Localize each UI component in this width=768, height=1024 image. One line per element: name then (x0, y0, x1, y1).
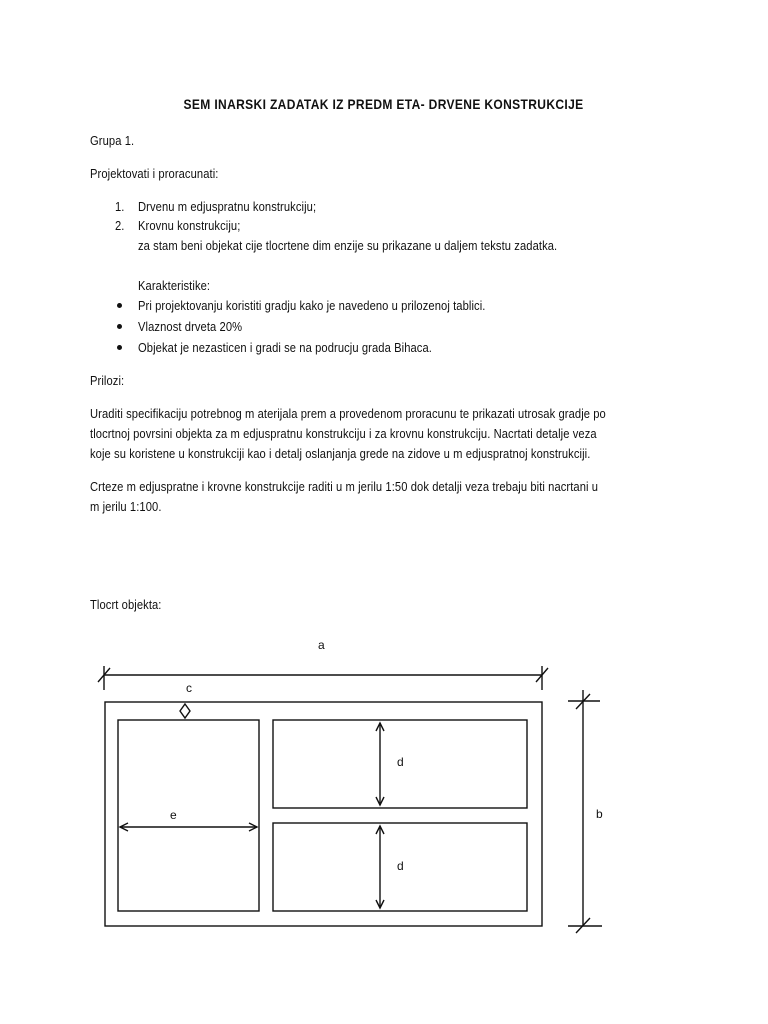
dimension-c-label: c (186, 681, 192, 695)
floorplan-heading: Tlocrt objekta: (90, 597, 162, 612)
task-number: 1. (115, 199, 125, 214)
characteristic-item: Objekat je nezasticen i gradi se na podrucju grada Bihaca. (138, 340, 432, 355)
dimension-b-label: b (596, 807, 603, 821)
paragraph-line: m jerilu 1:100. (90, 499, 162, 514)
task-note: za stam beni objekat cije tlocrtene dim enzije su prikazane u daljem tekstu zadatka. (138, 238, 558, 253)
document-title: SEM INARSKI ZADATAK IZ PREDM ETA- DRVENE KONSTRUKCIJE (184, 96, 584, 112)
characteristics-heading: Karakteristike: (138, 278, 211, 293)
task-text: Drvenu m edjuspratnu konstrukciju; (138, 199, 317, 214)
dimension-d-label: d (397, 755, 404, 769)
intro-text: Projektovati i proracunati: (90, 166, 219, 181)
group-label: Grupa 1. (90, 133, 135, 148)
paragraph-line: tlocrtnoj povrsini objekta za m edjuspratnu konstrukciju i za krovnu konstrukciju. Nacrtati detalje veza (90, 426, 597, 441)
attachments-heading: Prilozi: (90, 373, 125, 388)
paragraph-line: Crteze m edjuspratne i krovne konstrukcije raditi u m jerilu 1:50 dok detalji veza trebaju biti nacrtani u (90, 479, 599, 494)
paragraph-line: koje su koristene u konstrukciji kao i detalj oslanjanja grede na zidove u m edjuspratnoj konstrukciji. (90, 446, 591, 461)
dimension-a-label: a (318, 638, 325, 652)
paragraph-line: Uraditi specifikaciju potrebnog m aterijala prem a provedenom proracunu te prikazati utrosak gradje po (90, 406, 606, 421)
characteristic-item: Pri projektovanju koristiti gradju kako je navedeno u prilozenoj tablici. (138, 298, 486, 313)
task-text: Krovnu konstrukciju; (138, 218, 241, 233)
task-number: 2. (115, 218, 125, 233)
dimension-d-label: d (397, 859, 404, 873)
characteristic-item: Vlaznost drveta 20% (138, 319, 243, 334)
dimension-e-label: e (170, 808, 177, 822)
